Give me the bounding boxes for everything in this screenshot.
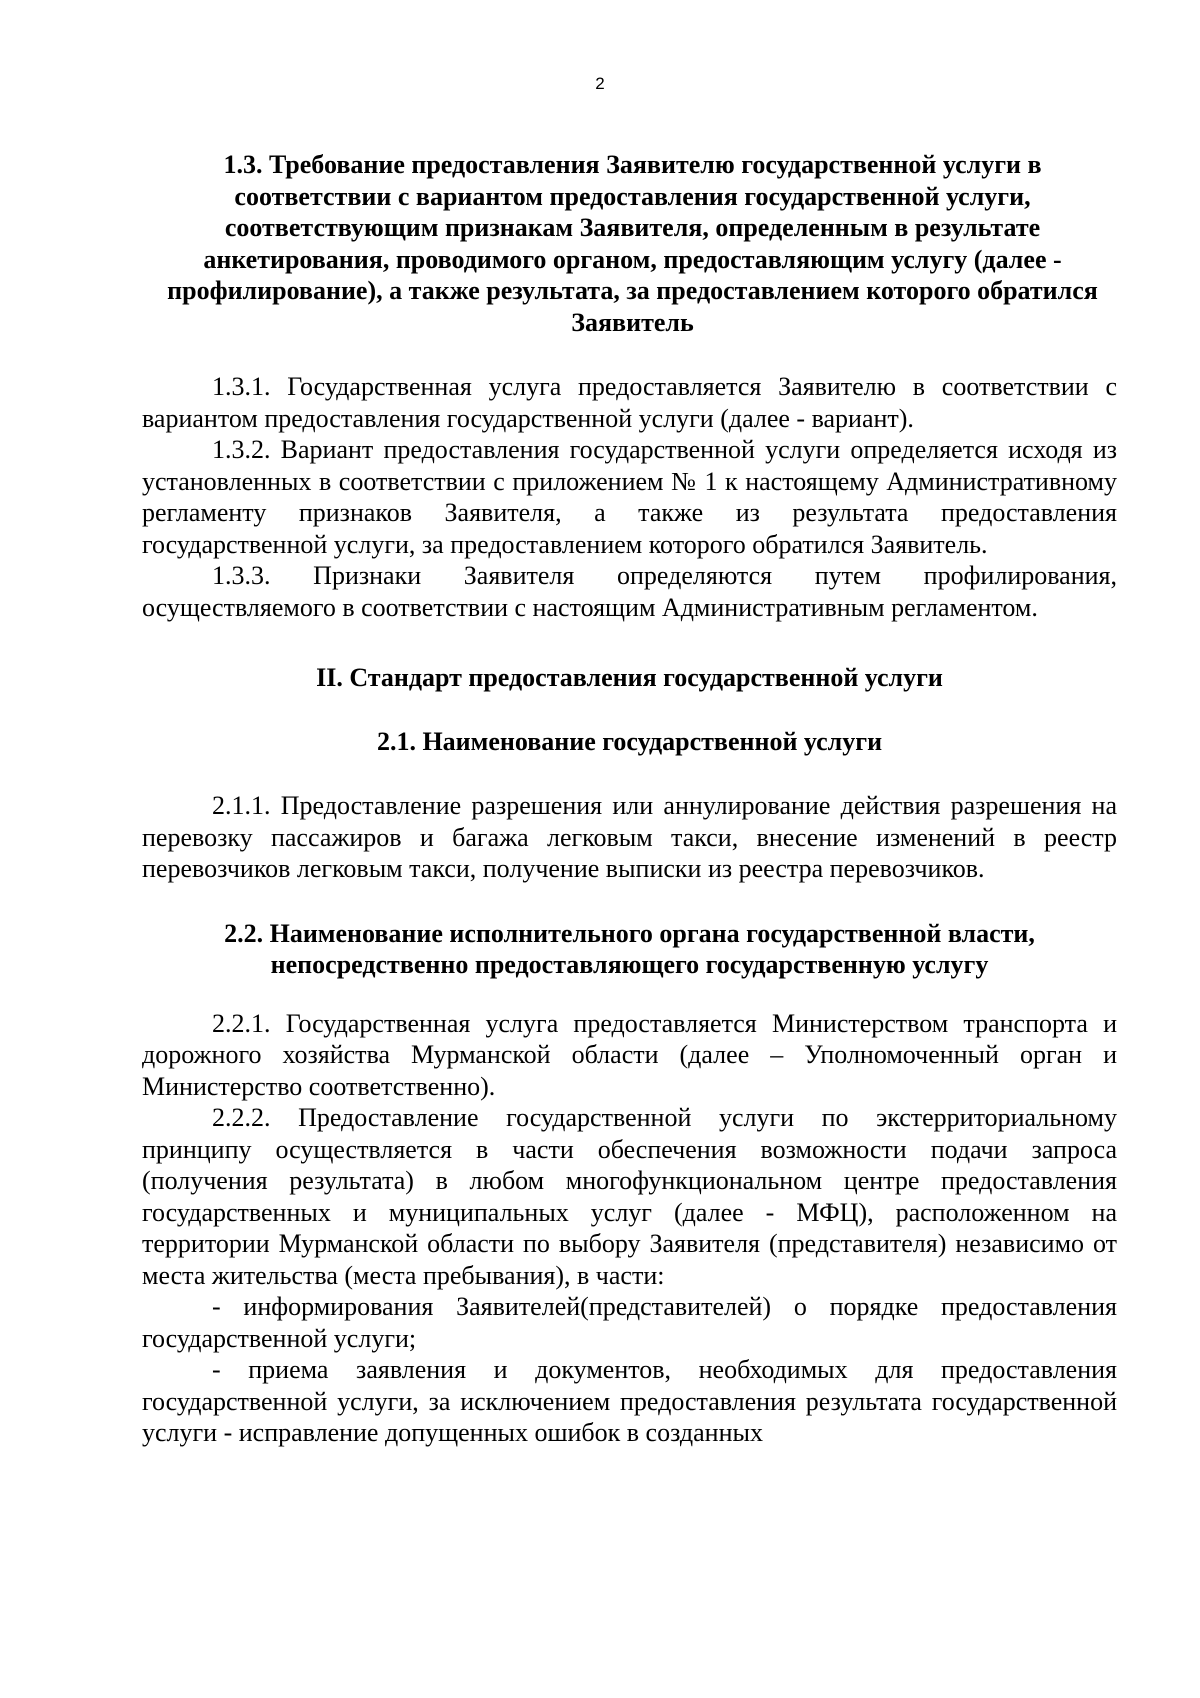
paragraph-2-1-1: 2.1.1. Предоставление разрешения или аннулирование действия разрешения на перевозку пассажиров и багажа легковым такси, внесение изменений в реестр перевозчиков легковым такси, получение выписки из реестра перевозчиков. bbox=[142, 791, 1117, 883]
paragraph-informing: - информирования Заявителей(представителей) о порядке предоставления государственной услуги; bbox=[142, 1292, 1117, 1353]
paragraph-1-3-2: 1.3.2. Вариант предоставления государственной услуги определяется исходя из установленных в соответствии с приложением № 1 к настоящему Административному регламенту признаков Заявителя, а также из результата предоставления государственной услуги, за предоставлением которого обратился Заявитель. bbox=[142, 435, 1117, 559]
page-number: 2 bbox=[595, 74, 605, 93]
paragraph-2-2-2: 2.2.2. Предоставление государственной услуги по экстерриториальному принципу осуществляется в части обеспечения возможности подачи запроса (получения результата) в любом многофункциональном центре предоставления государственных и муниципальных услуг (далее - МФЦ), расположенном на территории Мурманской области по выбору Заявителя (представителя) независимо от места жительства (места пребывания), в части: bbox=[142, 1103, 1117, 1290]
section-heading-2: II. Стандарт предоставления государственной услуги bbox=[316, 663, 943, 692]
paragraph-reception: - приема заявления и документов, необходимых для предоставления государственной услуги, за исключением предоставления результата государственной услуги - исправление допущенных ошибок в созданных bbox=[142, 1355, 1117, 1447]
paragraph-1-3-3: 1.3.3. Признаки Заявителя определяются путем профилирования, осуществляемого в соответствии с настоящим Административным регламентом. bbox=[142, 561, 1117, 622]
section-heading-1-3: 1.3. Требование предоставления Заявителю государственной услуги в соответствии с вариантом предоставления государственной услуги, соответствующим признакам Заявителя, определенным в результате анкетирования, проводимого органом, предоставляющим услугу (далее - профилирование), а также результата, за предоставлением которого обратился Заявитель bbox=[167, 150, 1098, 337]
paragraph-2-2-1: 2.2.1. Государственная услуга предоставляется Министерством транспорта и дорожного хозяйства Мурманской области (далее – Уполномоченный орган и Министерство соответственно). bbox=[142, 1008, 1117, 1101]
section-heading-2-2: 2.2. Наименование исполнительного органа государственной власти, непосредственно предоставляющего государственную услугу bbox=[224, 918, 1035, 979]
document-body bbox=[142, 149, 1117, 1449]
paragraph-1-3-1: 1.3.1. Государственная услуга предоставляется Заявителю в соответствии с вариантом предоставления государственной услуги (далее - вариант). bbox=[142, 372, 1117, 433]
section-heading-2-1: 2.1. Наименование государственной услуги bbox=[376, 726, 883, 756]
